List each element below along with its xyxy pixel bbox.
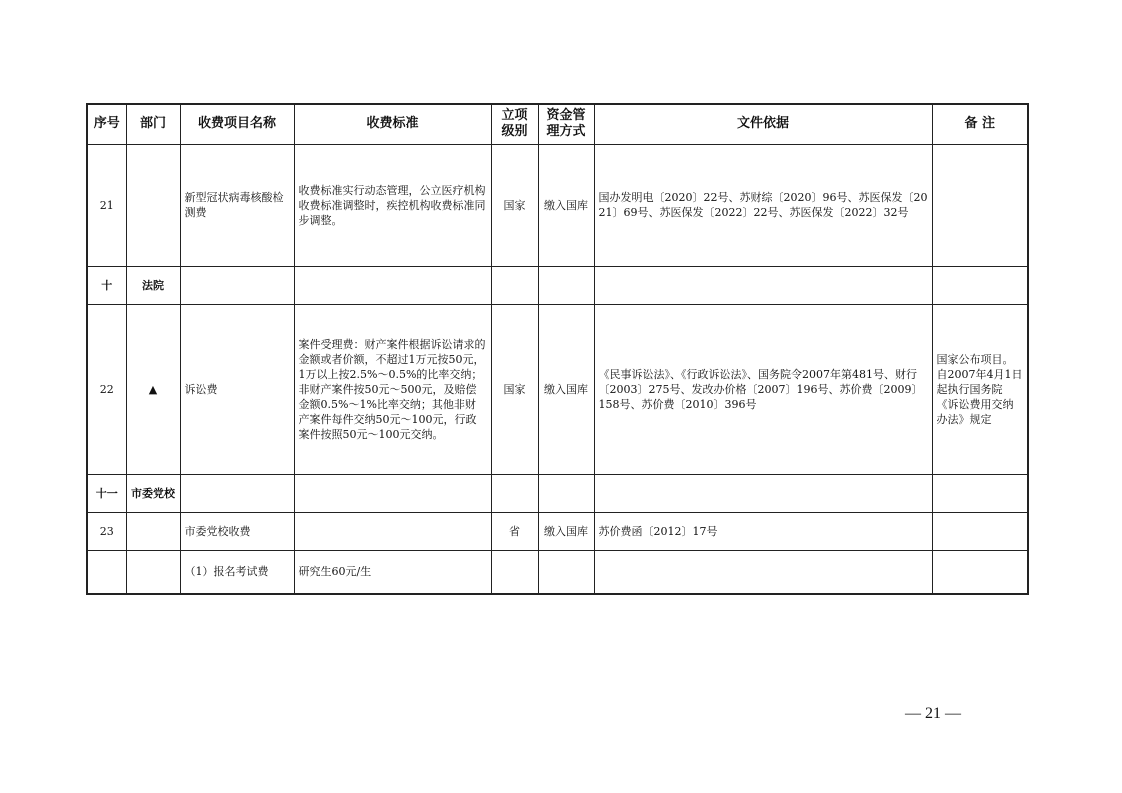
row-seq: 21 <box>87 144 126 266</box>
section-row <box>87 474 1028 512</box>
row-dept-marker: ▲ <box>126 304 180 474</box>
row-mgmt <box>538 550 594 594</box>
row-dept <box>126 512 180 550</box>
row-seq <box>87 550 126 594</box>
row-basis: 苏价费函〔2012〕17号 <box>594 512 932 550</box>
row-level: 省 <box>491 512 538 550</box>
fee-table <box>86 103 1029 595</box>
row-seq: 22 <box>87 304 126 474</box>
row-standard: 案件受理费：财产案件根据诉讼请求的金额或者价额，不超过1万元按50元，1万以上按2.5%～0.5%的比率交纳；非财产案件按50元～500元，及赔偿金额0.5%～1%比率交纳；其他非财产案件每件交纳50元～100元，行政案件按照50元～100元交纳。 <box>294 304 491 474</box>
row-basis: 《民事诉讼法》、《行政诉讼法》、国务院令2007年第481号、财行〔2003〕275号、发改办价格〔2007〕196号、苏价费〔2009〕158号、苏价费〔2010〕396号 <box>594 304 932 474</box>
row-mgmt: 缴入国库 <box>538 304 594 474</box>
row-level <box>491 550 538 594</box>
row-item: 市委党校收费 <box>180 512 294 550</box>
row-item: 诉讼费 <box>180 304 294 474</box>
row-standard: 收费标准实行动态管理，公立医疗机构收费标准调整时，疾控机构收费标准同步调整。 <box>294 144 491 266</box>
row-standard: 研究生60元/生 <box>294 550 491 594</box>
header-row <box>87 104 1028 144</box>
row-level: 国家 <box>491 304 538 474</box>
page-number: — 21 — <box>905 705 961 722</box>
row-note <box>932 144 1028 266</box>
row-mgmt: 缴入国库 <box>538 144 594 266</box>
row-item: 新型冠状病毒核酸检测费 <box>180 144 294 266</box>
row-basis <box>594 550 932 594</box>
table-row <box>87 512 1028 550</box>
row-note <box>932 512 1028 550</box>
row-note: 国家公布项目。自2007年4月1日起执行国务院《诉讼费用交纳办法》规定 <box>932 304 1028 474</box>
row-standard <box>294 512 491 550</box>
header-note: 备 注 <box>932 104 1028 144</box>
row-level: 国家 <box>491 144 538 266</box>
row-dept <box>126 144 180 266</box>
table-row <box>87 550 1028 594</box>
row-seq: 23 <box>87 512 126 550</box>
section-row <box>87 266 1028 304</box>
row-dept <box>126 550 180 594</box>
header-mgmt: 资金管理方式 <box>538 104 594 144</box>
row-item: （1）报名考试费 <box>180 550 294 594</box>
row-basis: 国办发明电〔2020〕22号、苏财综〔2020〕96号、苏医保发〔2021〕69号、苏医保发〔2022〕22号、苏医保发〔2022〕32号 <box>594 144 932 266</box>
header-dept: 部门 <box>126 104 180 144</box>
section-seq: 十 <box>87 266 126 304</box>
header-item: 收费项目名称 <box>180 104 294 144</box>
row-note <box>932 550 1028 594</box>
table-row <box>87 144 1028 266</box>
header-seq: 序号 <box>87 104 126 144</box>
header-standard: 收费标准 <box>294 104 491 144</box>
header-level: 立项级别 <box>491 104 538 144</box>
header-basis: 文件依据 <box>594 104 932 144</box>
section-dept: 市委党校 <box>126 474 180 512</box>
row-mgmt: 缴入国库 <box>538 512 594 550</box>
table-row <box>87 304 1028 474</box>
section-dept: 法院 <box>126 266 180 304</box>
section-seq: 十一 <box>87 474 126 512</box>
